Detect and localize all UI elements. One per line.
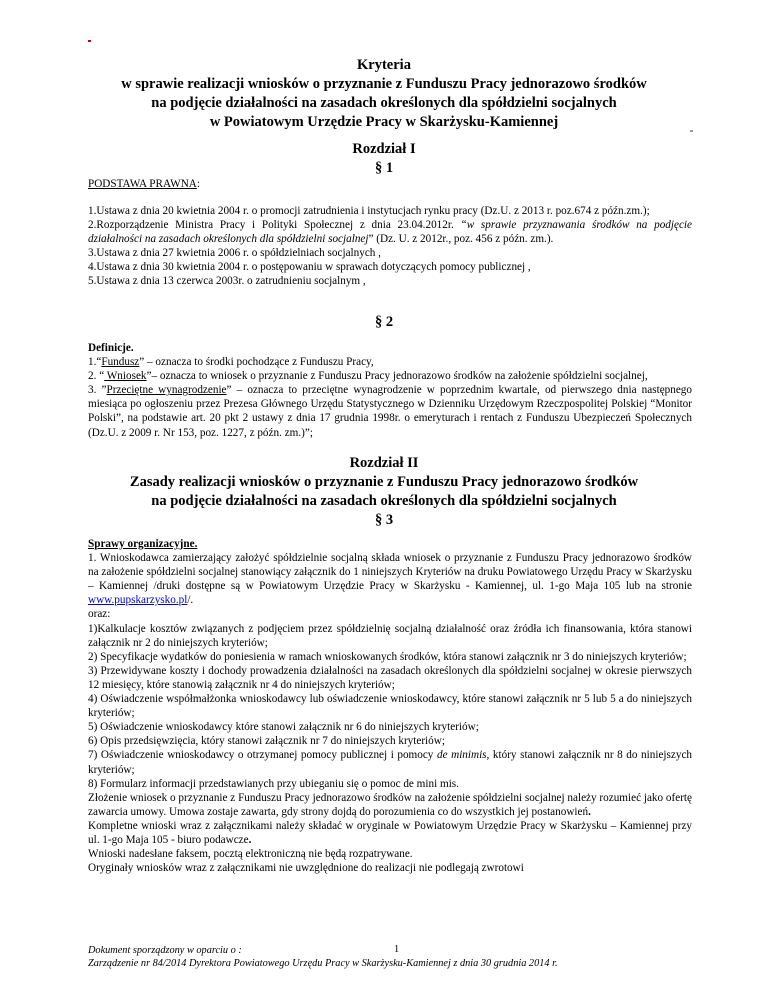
paragraph-text: . (248, 833, 252, 846)
definition-item (88, 369, 692, 383)
definition-text: 2. “ (88, 370, 105, 383)
paragraph (88, 819, 692, 847)
attachment-item: 3) Przewidywane koszty i dochody prowadzenia działalności na zasadach określonych dla spółdzielni socjalnej w okresie pierwszych 12 miesięcy, które stanowią załącznik nr 4 do niniejszych kryteriów; (88, 664, 692, 691)
paragraph (88, 791, 692, 819)
attachment-item: 5) Oświadczenie wnioskodawcy które stanowi załącznik nr 6 do niniejszych kryteriów; (88, 721, 479, 734)
legal-basis-label: PODSTAWA PRAWNA (88, 178, 197, 190)
legal-basis-list (88, 204, 692, 289)
definition-item (88, 355, 692, 369)
paragraph-text: 1. Wnioskodawca zamierzający założyć spółdzielnie socjalną składa wniosek o przyznanie z Funduszu Pracy jednorazowo środków na założenie spółdzielni socjalnej stanowiący załącznik do 1 niniejszych Kryteriów na druku Powiatowego Urzędu Pracy w Skarżysku – Kamiennej /druki dostępne są w Powiatowym Urzędzie Pracy w Skarżysku - Kamiennej, ul. 1-go Maja 105 lub na stronie (88, 552, 692, 593)
definition-text: 1.“ (88, 356, 102, 369)
website-link[interactable]: www.pupskarzysko.pl (88, 594, 188, 607)
list-item-text: ” (Dz. U. z 2012r., poz. 456 z późn. zm.). (368, 233, 554, 246)
definition-text: ” – oznacza to przeciętne wynagrodzenie w poprzednim kwartale, od pierwszego dnia następnego miesiąca po ogłoszeniu przez Prezesa Głównego Urzędu Statystycznego w Dzienniku Urzędowym Rzeczpospolitej Polskiej “Monitor Polski”, na podstawie art. 20 pkt 2 ustawy z dnia 17 grudnia 1998r. o emeryturach i rentach z Funduszu Ubezpieczeń Społecznych (Dz.U. z 2009 r. Nr 153, poz. 1227, z późn. zm.)”; (88, 384, 692, 439)
list-item: 3.Ustawa z dnia 27 kwietnia 2006 r. o spółdzielniach socjalnych , (88, 247, 381, 260)
title-line: Kryteria (357, 57, 411, 73)
list-item: 1.Ustawa z dnia 20 kwietnia 2004 r. o promocji zatrudnienia i instytucjach rynku pracy (Dz.U. z 2013 r. poz.674 z późn.zm.); (88, 205, 650, 217)
definitions-label: Definicje. (88, 342, 134, 354)
list-item (88, 218, 692, 246)
chapter-title: Rozdział II (349, 455, 419, 471)
paragraph-text: /. (187, 594, 194, 607)
organizational-label: Sprawy organizacyjne. (88, 538, 198, 550)
paragraph: Oryginały wniosków wraz z załącznikami nie uwzględnione do realizacji nie podlegają zwrotowi (88, 862, 524, 875)
attachment-text-italic: de minimis, (436, 749, 490, 762)
definition-term: Przeciętne wynagrodzenie (106, 384, 227, 397)
attachment-text: 7) Oświadczenie wnioskodawcy o otrzymanej pomocy publicznej i pomocy (88, 749, 437, 762)
title-line: w Powiatowym Urzędzie Pracy w Skarżysku-Kamiennej (209, 114, 559, 130)
definitions-section (88, 341, 692, 440)
attachment-item: 6) Opis przedsięwzięcia, który stanowi załącznik nr 7 do niniejszych kryteriów; (88, 735, 445, 748)
legal-basis-section (88, 177, 692, 191)
legal-basis-colon: : (196, 178, 200, 190)
page-number: 1 (394, 944, 400, 955)
chapter-1-heading (0, 140, 768, 178)
paragraph: oraz: (88, 608, 111, 621)
attachment-item: 1)Kalkulacje kosztów związanych z podjęciem przez spółdzielnię socjalną działalność oraz źródła ich finansowania, która stanowi załącznik nr 2 do niniejszych kryteriów; (88, 622, 692, 649)
definition-text: ”– oznacza to wniosek o przyznanie z Funduszu Pracy jednorazowo środków na założenie spółdzielni socjalnej, (146, 370, 648, 383)
attachment-item: 8) Formularz informacji przedstawianych przy ubieganiu się o pomoc de mini mis. (88, 777, 459, 790)
paragraph-2-sign: § 2 (374, 314, 394, 330)
title-line: na podjęcie działalności na zasadach określonych dla spółdzielni socjalnych (151, 95, 617, 111)
regulation-title: “w sprawie przyznawania środków na podjęcie działalności na zasadach określonych dla spółdzielni socjalnej (88, 219, 693, 246)
paragraph: Wnioski nadesłane faksem, pocztą elektroniczną nie będą rozpatrywane. (88, 848, 413, 861)
list-item: 4.Ustawa z dnia 30 kwietnia 2004 r. o postępowaniu w sprawach dotyczących pomocy publicznej , (88, 261, 531, 274)
list-item: 5.Ustawa z dnia 13 czerwca 2003r. o zatrudnieniu socjalnym , (88, 275, 366, 288)
paragraph-text: . (588, 805, 591, 818)
document-title (0, 56, 768, 132)
title-line: w sprawie realizacji wniosków o przyznanie z Funduszu Pracy jednorazowo środków (121, 76, 647, 92)
attachment-item: 4) Oświadczenie współmałżonka wnioskodawcy lub oświadczenie wnioskodawcy, które stanowi załącznik nr 5 lub 5 a do niniejszych kryteriów; (88, 693, 692, 720)
footer-line: Dokument sporządzony w oparciu o : (88, 945, 242, 956)
chapter-2-heading (0, 454, 768, 530)
attachment-text: który stanowi załącznik nr 8 do niniejszych kryteriów; (88, 749, 693, 776)
paragraph-text: Złożenie wniosek o przyznanie z Funduszu Pracy jednorazowo środków na założenie spółdzielni socjalnej należy rozumieć jako ofertę zawarcia umowy. Umowa zostaje zawarta, gdy strony dojdą do porozumienia co do wszystkich jej postanowień (88, 791, 692, 818)
chapter-subtitle: Zasady realizacji wniosków o przyznanie z Funduszu Pracy jednorazowo środków (129, 474, 639, 490)
definition-term: Wniosek (104, 370, 147, 383)
paragraph (88, 551, 692, 607)
paragraph-sign: § 1 (374, 160, 394, 176)
chapter-title: Rozdział I (352, 141, 416, 157)
definition-item (88, 383, 692, 439)
definition-text: ” – oznacza to środki pochodzące z Funduszu Pracy, (139, 356, 374, 369)
list-item-text: 2.Rozporządzenie Ministra Pracy i Polityki Społecznej z dnia 23.04.2012r. (88, 219, 461, 232)
organizational-section (88, 537, 692, 875)
decorative-mark (88, 40, 91, 42)
footer-line: Zarządzenie nr 84/2014 Dyrektora Powiatowego Urzędu Pracy w Skarżysku-Kamiennej z dnia 30 grudnia 2014 r. (88, 958, 558, 969)
paragraph-sign: § 3 (374, 512, 394, 528)
definition-term: Fundusz (101, 356, 140, 369)
paragraph-text: Kompletne wnioski wraz z załącznikami należy składać w oryginale w Powiatowym Urzędzie Pracy w Skarżysku – Kamiennej przy ul. 1-go Maja 105 - biuro podawcze (88, 819, 692, 846)
definition-text: 3. ” (88, 384, 107, 397)
attachment-item: 2) Specyfikacje wydatków do poniesienia w ramach wnioskowanych środków, która stanowi załącznik nr 3 do niniejszych kryteriów; (88, 650, 687, 663)
attachment-item (88, 748, 692, 776)
chapter-subtitle: na podjęcie działalności na zasadach określonych dla spółdzielni socjalnych (151, 493, 617, 509)
